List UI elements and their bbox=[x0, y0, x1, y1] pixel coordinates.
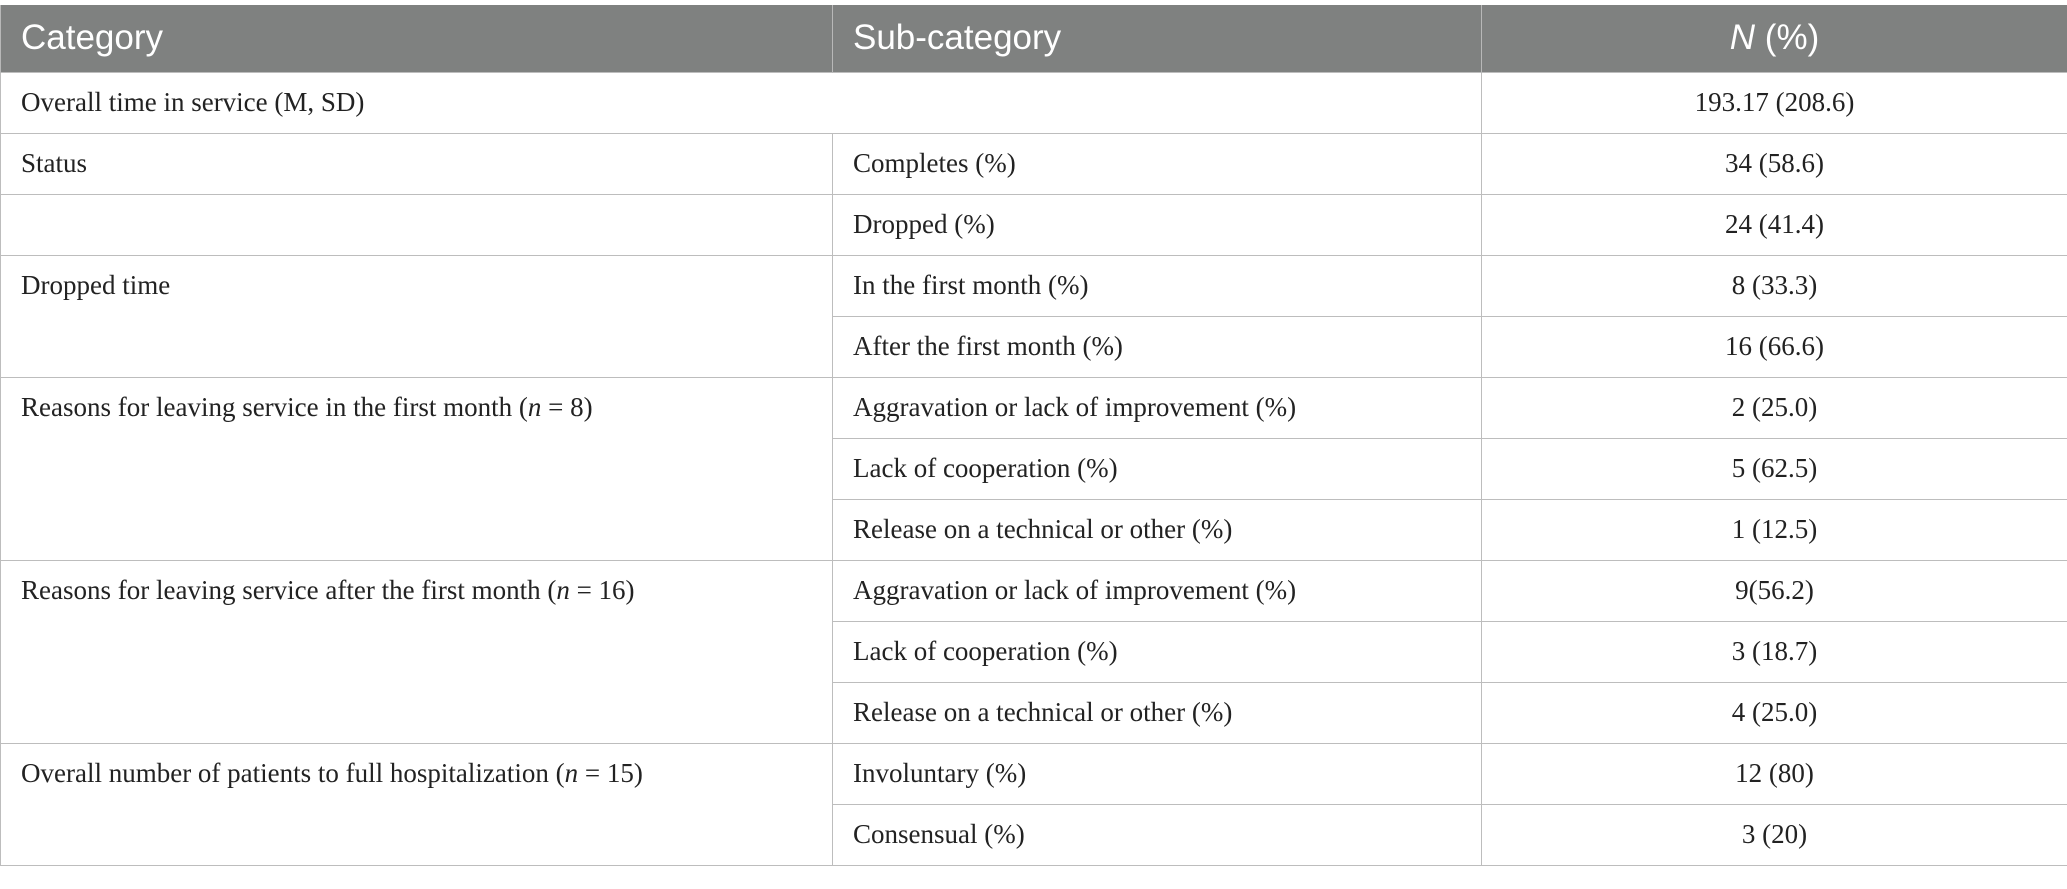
hospitalization-value-consensual: 3 (20) bbox=[1482, 804, 2067, 865]
status-value-completes: 34 (58.6) bbox=[1482, 133, 2067, 194]
reasons-after-sub-cooperation: Lack of cooperation (%) bbox=[833, 621, 1482, 682]
header-row bbox=[1, 5, 2067, 72]
reasons-first-value-release: 1 (12.5) bbox=[1482, 499, 2067, 560]
status-value-dropped: 24 (41.4) bbox=[1482, 194, 2067, 255]
table-row bbox=[1, 133, 2067, 194]
dropped-time-sub-first: In the first month (%) bbox=[833, 255, 1482, 316]
reasons-first-sub-cooperation: Lack of cooperation (%) bbox=[833, 438, 1482, 499]
reasons-first-suffix: = 8) bbox=[541, 391, 593, 422]
header-category: Category bbox=[1, 5, 833, 72]
reasons-after-prefix: Reasons for leaving service after the first month ( bbox=[21, 574, 557, 605]
reasons-after-n: n bbox=[556, 574, 570, 605]
dropped-time-value-after: 16 (66.6) bbox=[1482, 316, 2067, 377]
reasons-after-suffix: = 16) bbox=[569, 574, 635, 605]
reasons-after-sub-release: Release on a technical or other (%) bbox=[833, 682, 1482, 743]
reasons-first-month-label bbox=[1, 377, 833, 560]
table-row bbox=[1, 743, 2067, 804]
overall-time-value: 193.17 (208.6) bbox=[1482, 72, 2067, 133]
reasons-after-sub-aggravation: Aggravation or lack of improvement (%) bbox=[833, 560, 1482, 621]
status-sub-completes: Completes (%) bbox=[833, 133, 1482, 194]
header-percent-suffix: (%) bbox=[1755, 18, 1820, 58]
header-n-percent bbox=[1482, 5, 2067, 72]
reasons-first-sub-release: Release on a technical or other (%) bbox=[833, 499, 1482, 560]
reasons-after-month-label bbox=[1, 560, 833, 743]
table-body bbox=[1, 72, 2067, 865]
table-row bbox=[1, 72, 2067, 133]
header-n-letter: N bbox=[1729, 18, 1756, 58]
dropped-time-sub-after: After the first month (%) bbox=[833, 316, 1482, 377]
dropped-time-label: Dropped time bbox=[1, 255, 833, 377]
reasons-first-n: n bbox=[527, 391, 542, 422]
hospitalization-sub-involuntary: Involuntary (%) bbox=[833, 743, 1482, 804]
hospitalization-n: n bbox=[564, 757, 579, 788]
overall-time-label: Overall time in service (M, SD) bbox=[1, 72, 1482, 133]
reasons-after-value-aggravation: 9(56.2) bbox=[1482, 560, 2067, 621]
results-table bbox=[0, 5, 2067, 866]
table-row bbox=[1, 377, 2067, 438]
table-row bbox=[1, 560, 2067, 621]
data-table-container bbox=[0, 5, 2067, 866]
hospitalization-prefix: Overall number of patients to full hospitalization ( bbox=[21, 757, 565, 788]
empty-category-cell bbox=[1, 194, 833, 255]
table-row bbox=[1, 194, 2067, 255]
status-label: Status bbox=[1, 133, 833, 194]
reasons-first-prefix: Reasons for leaving service in the first month ( bbox=[21, 391, 528, 422]
dropped-time-value-first: 8 (33.3) bbox=[1482, 255, 2067, 316]
table-row bbox=[1, 255, 2067, 316]
hospitalization-label bbox=[1, 743, 833, 865]
hospitalization-suffix: = 15) bbox=[578, 757, 643, 788]
hospitalization-sub-consensual: Consensual (%) bbox=[833, 804, 1482, 865]
reasons-first-sub-aggravation: Aggravation or lack of improvement (%) bbox=[833, 377, 1482, 438]
header-subcategory: Sub-category bbox=[833, 5, 1482, 72]
reasons-first-value-cooperation: 5 (62.5) bbox=[1482, 438, 2067, 499]
status-sub-dropped: Dropped (%) bbox=[833, 194, 1482, 255]
reasons-after-value-release: 4 (25.0) bbox=[1482, 682, 2067, 743]
hospitalization-value-involuntary: 12 (80) bbox=[1482, 743, 2067, 804]
table-header bbox=[1, 5, 2067, 72]
reasons-first-value-aggravation: 2 (25.0) bbox=[1482, 377, 2067, 438]
reasons-after-value-cooperation: 3 (18.7) bbox=[1482, 621, 2067, 682]
